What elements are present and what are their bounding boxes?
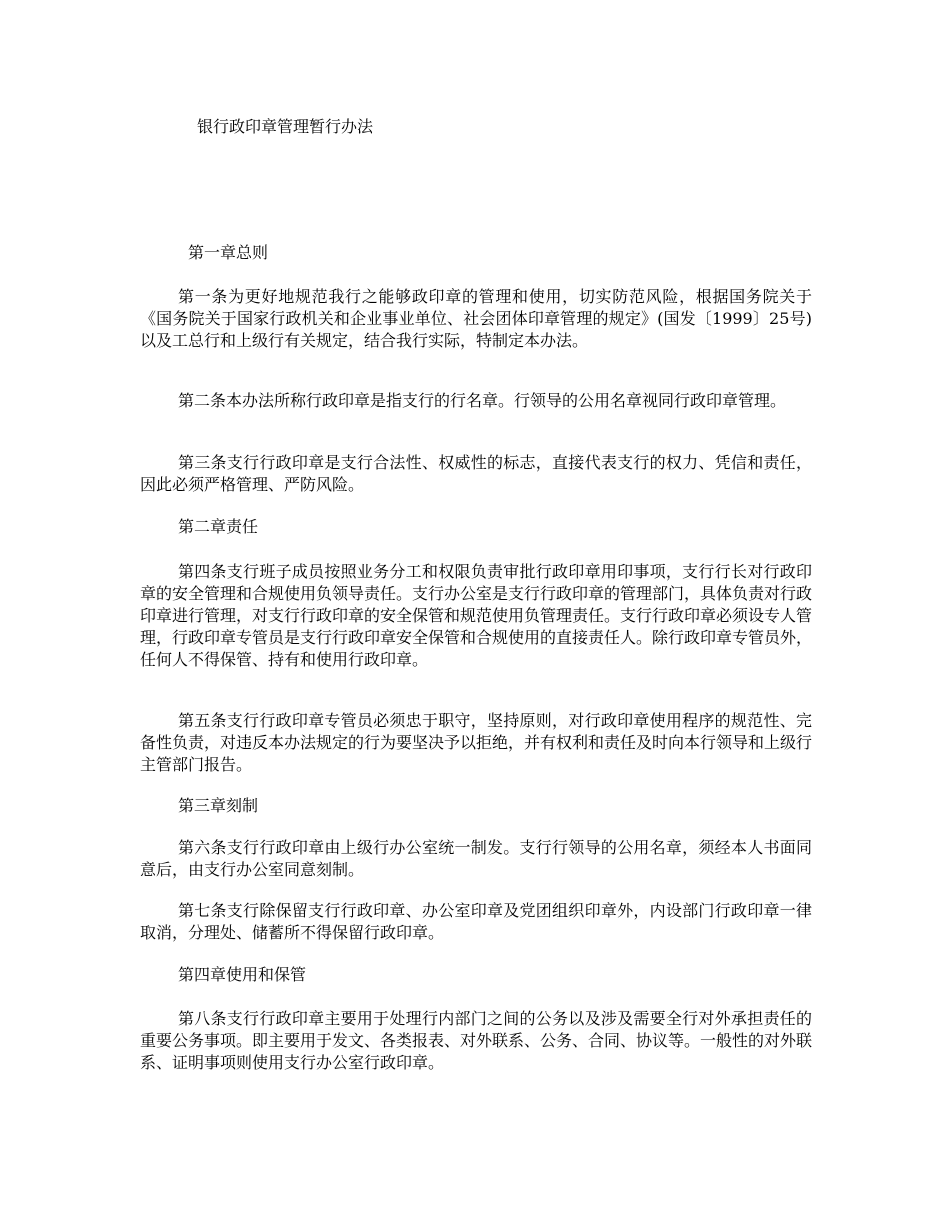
article-8: 第八条支行行政印章主要用于处理行内部门之间的公务以及涉及需要全行对外承担责任的重要公务事项。即主要用于发文、各类报表、对外联系、公务、合同、协议等。一般性的对外联系、证明事项则使用支行办公室行政印章。 bbox=[140, 1009, 813, 1072]
article-5: 第五条支行行政印章专管员必须忠于职守，坚持原则，对行政印章使用程序的规范性、完备性负责，对违反本办法规定的行为要坚决予以拒绝，并有权利和责任及时向本行领导和上级行主管部门报告。 bbox=[140, 711, 813, 774]
chapter-heading-3: 第三章刻制 bbox=[178, 796, 259, 815]
chapter-heading-2: 第二章责任 bbox=[178, 517, 259, 536]
chapter-heading-4: 第四章使用和保管 bbox=[178, 965, 307, 984]
article-1: 第一条为更好地规范我行之能够政印章的管理和使用，切实防范风险，根据国务院关于《国务院关于国家行政机关和企业事业单位、社会团体印章管理的规定》(国发〔1999〕25号)以及工总行和上级行有关规定，结合我行实际，特制定本办法。 bbox=[140, 287, 812, 350]
chapter-heading-1: 第一章总则 bbox=[188, 243, 269, 262]
article-3: 第三条支行行政印章是支行合法性、权威性的标志，直接代表支行的权力、凭信和责任，因此必须严格管理、严防风险。 bbox=[140, 453, 812, 494]
article-4: 第四条支行班子成员按照业务分工和权限负责审批行政印章用印事项，支行行长对行政印章的安全管理和合规使用负领导责任。支行办公室是支行行政印章的管理部门，具体负责对行政印章进行管理，对支行行政印章的安全保管和规范使用负管理责任。支行行政印章必须设专人管理，行政印章专管员是支行行政印章安全保管和合规使用的直接责任人。除行政印章专管员外，任何人不得保管、持有和使用行政印章。 bbox=[140, 562, 813, 669]
article-7: 第七条支行除保留支行行政印章、办公室印章及党团组织印章外，内设部门行政印章一律取消，分理处、储蓄所不得保留行政印章。 bbox=[140, 901, 812, 942]
document-title: 银行政印章管理暂行办法 bbox=[197, 117, 374, 136]
article-6: 第六条支行行政印章由上级行办公室统一制发。支行行领导的公用名章，须经本人书面同意后，由支行办公室同意刻制。 bbox=[140, 838, 812, 879]
article-2: 第二条本办法所称行政印章是指支行的行名章。行领导的公用名章视同行政印章管理。 bbox=[178, 391, 787, 410]
